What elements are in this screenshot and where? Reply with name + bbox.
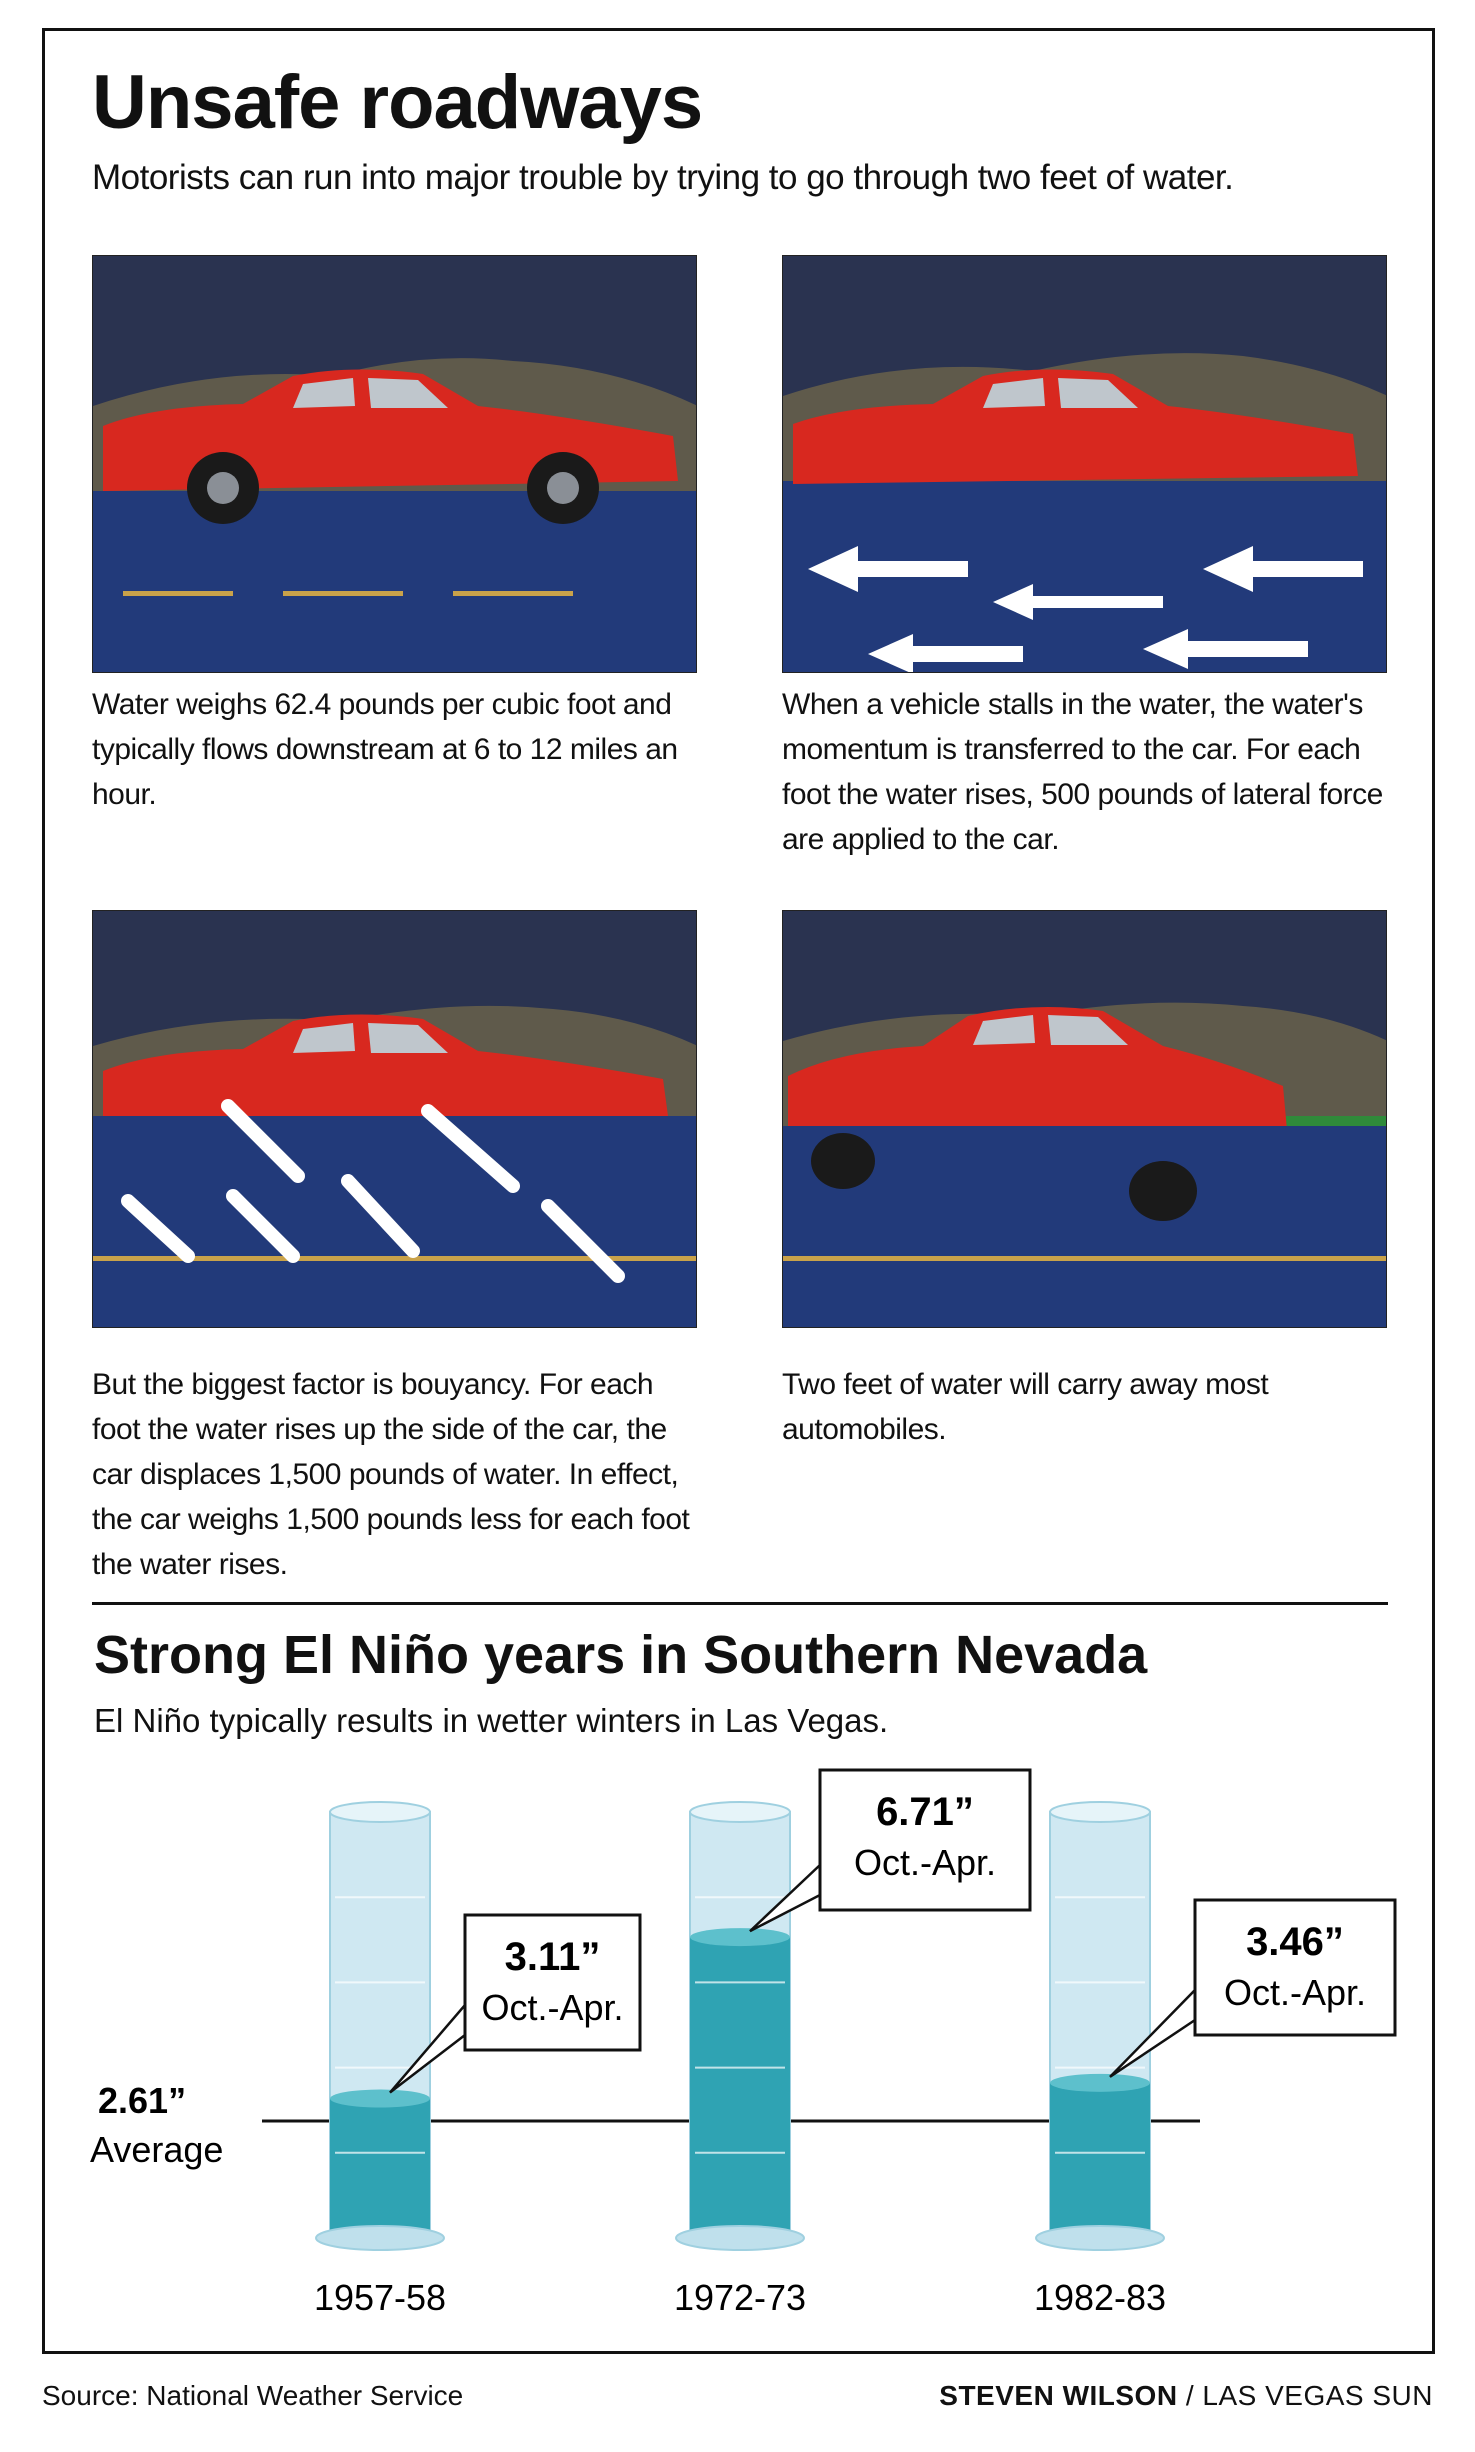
water-bar-1982-83 xyxy=(1050,2083,1150,2238)
cylinder-rim xyxy=(330,1802,430,1822)
water-bar-1957-58 xyxy=(330,2099,430,2238)
cylinder-base xyxy=(316,2226,444,2250)
cylinder-base xyxy=(1036,2226,1164,2250)
cylinder-rim xyxy=(690,1802,790,1822)
water-surface xyxy=(1050,2074,1150,2092)
cylinder-rim xyxy=(1050,1802,1150,1822)
chart-subtitle: El Niño typically results in wetter winters in Las Vegas. xyxy=(94,1702,889,1739)
chart-title: Strong El Niño years in Southern Nevada xyxy=(94,1625,1148,1685)
average-value-label: 2.61” xyxy=(98,2080,187,2121)
category-label: 1982-83 xyxy=(1033,2277,1167,2318)
page-subtitle: Motorists can run into major trouble by trying to go through two feet of water. xyxy=(92,158,1234,197)
page-title: Unsafe roadways xyxy=(92,60,703,145)
period-label: Oct.-Apr. xyxy=(481,1987,624,2028)
data-label: 3.46” xyxy=(1246,1920,1344,1964)
water-surface xyxy=(690,1928,790,1946)
period-label: Oct.-Apr. xyxy=(1223,1972,1367,2013)
panel-3-caption: But the biggest factor is bouyancy. For each foot the water rises up the side of the car, the car displaces 1,500 pounds of water. In effect, the car weighs 1,500 pounds less for each foot the water rises. xyxy=(92,1368,690,1581)
category-label: 1957-58 xyxy=(313,2277,447,2318)
source-note: Source: National Weather Service xyxy=(42,2380,464,2411)
period-label: Oct.-Apr. xyxy=(853,1842,997,1883)
water-surface xyxy=(330,2090,430,2108)
cylinder-base xyxy=(676,2226,804,2250)
data-label: 3.11” xyxy=(504,1935,601,1979)
panel-4-caption: Two feet of water will carry away most automobiles. xyxy=(782,1368,1269,1446)
panel-1-caption: Water weighs 62.4 pounds per cubic foot and typically flows downstream at 6 to 12 miles an hour. xyxy=(92,688,678,811)
panel-2-caption: When a vehicle stalls in the water, the water's momentum is transferred to the car. For each foot the water rises, 500 pounds of lateral force are applied to the car. xyxy=(782,688,1383,856)
data-label: 6.71” xyxy=(876,1790,974,1834)
credit-name: STEVEN WILSON xyxy=(939,2380,1178,2411)
credit-org: LAS VEGAS SUN xyxy=(1202,2380,1433,2411)
average-text-label: Average xyxy=(90,2129,224,2170)
credit-line: STEVEN WILSON / LAS VEGAS SUN xyxy=(939,2380,1433,2411)
category-label: 1972-73 xyxy=(673,2277,807,2318)
